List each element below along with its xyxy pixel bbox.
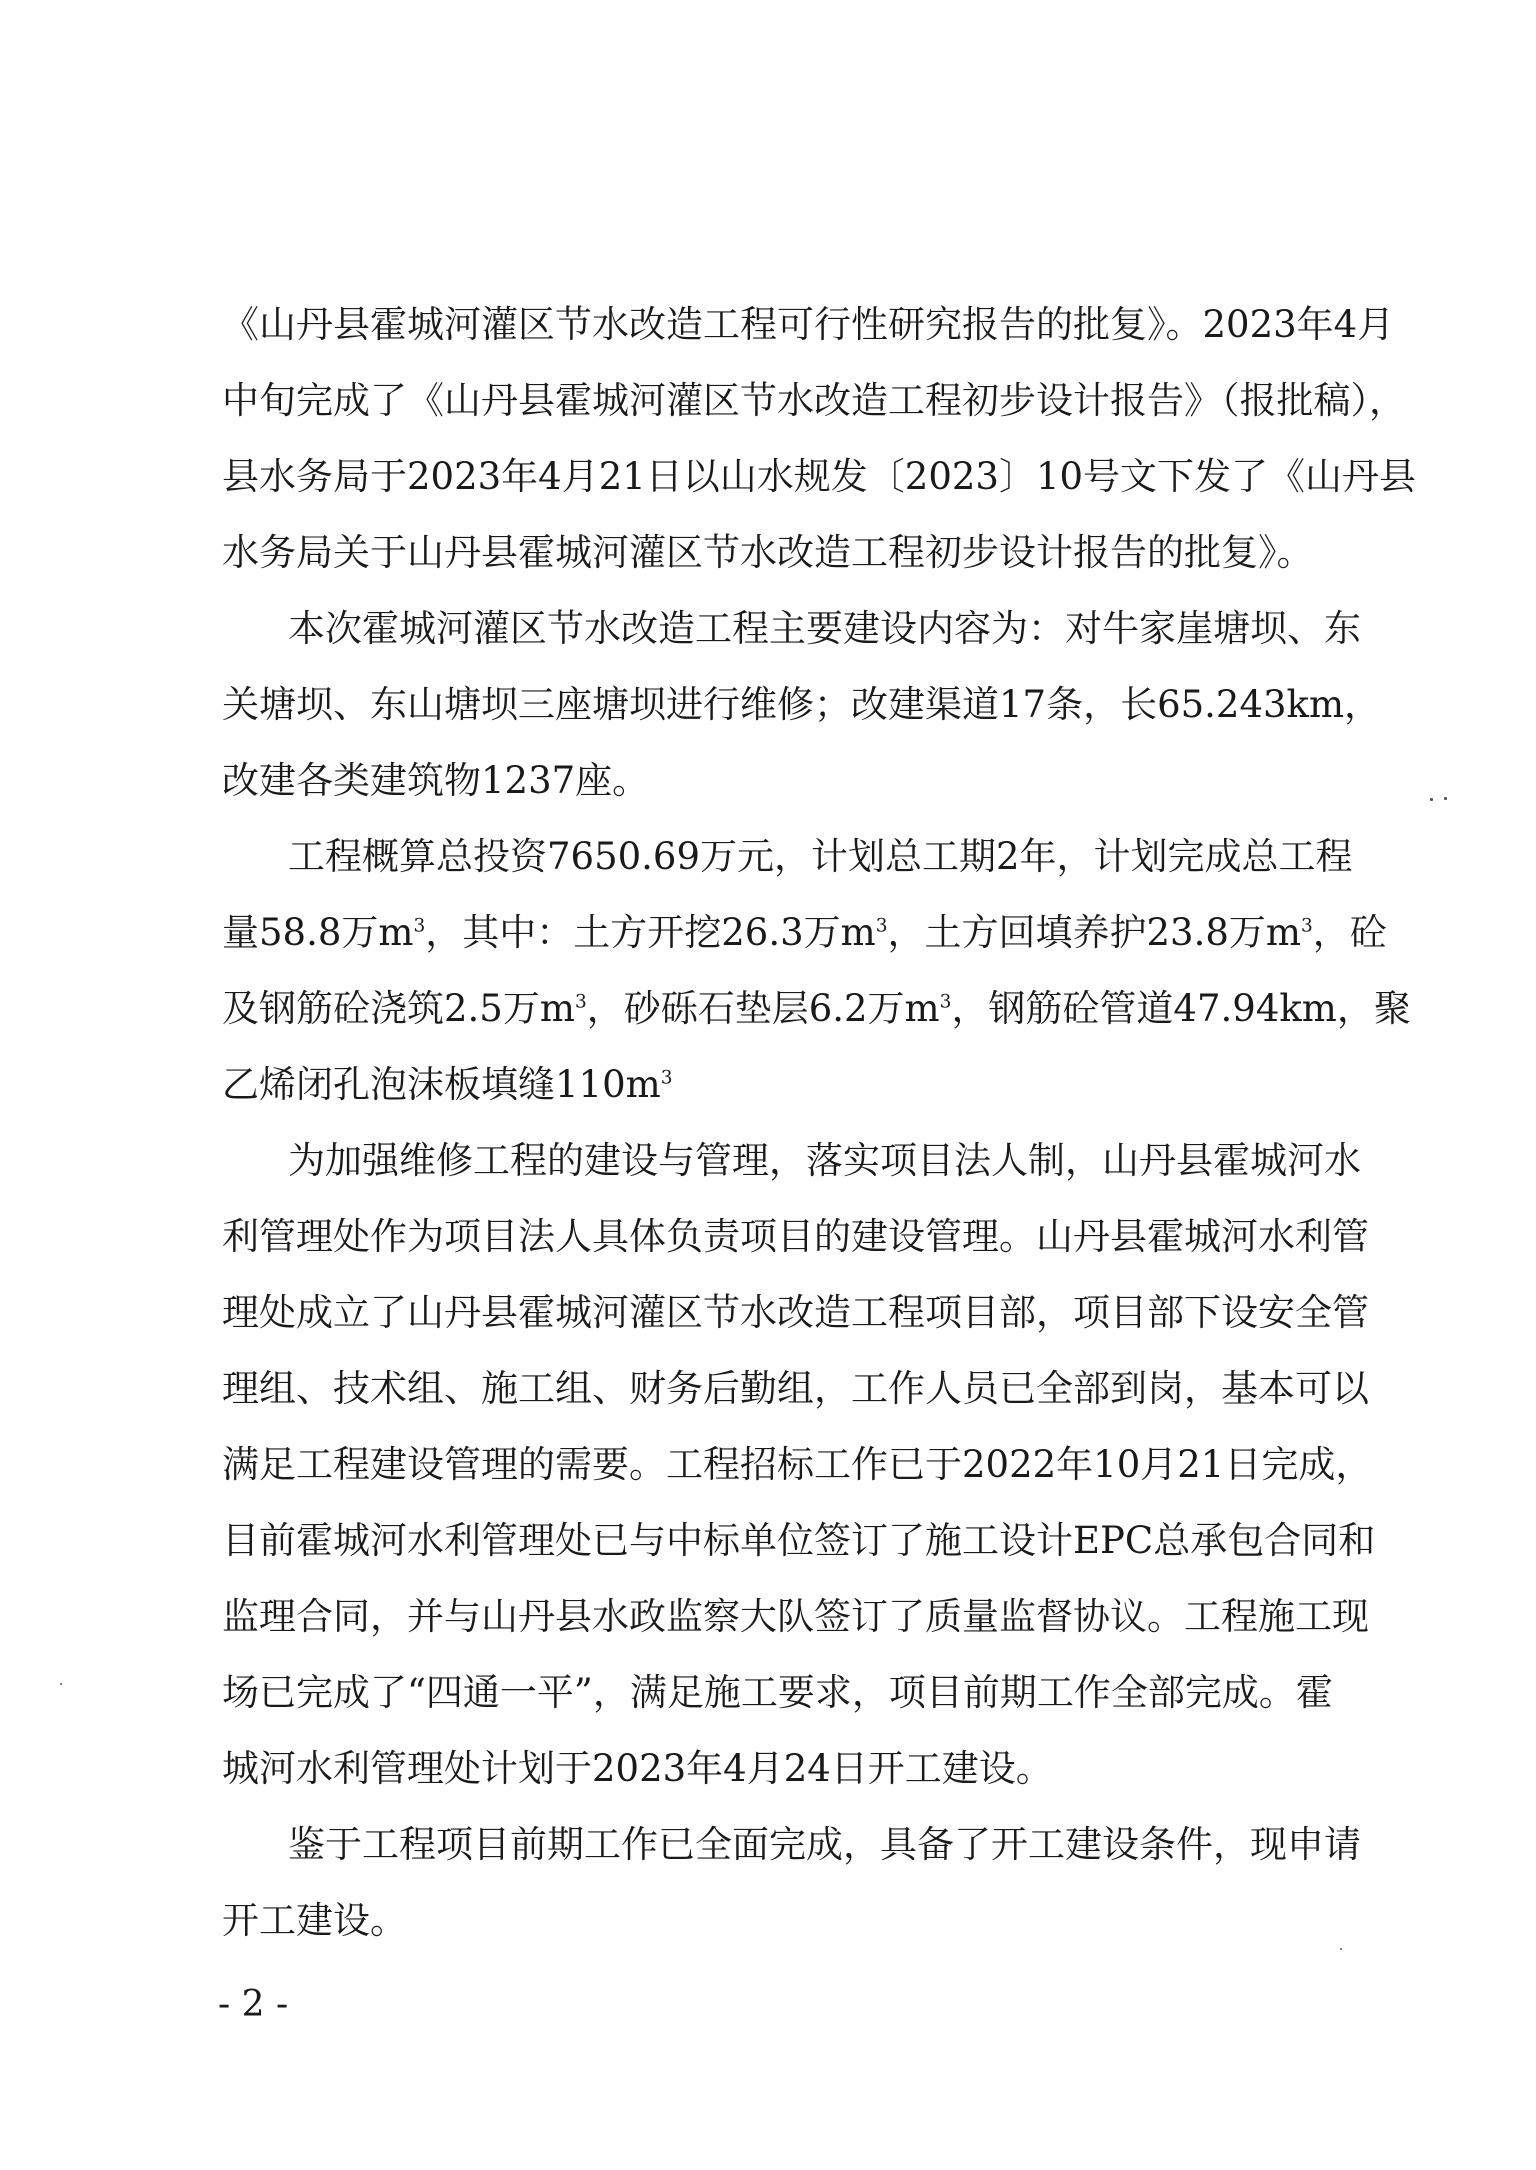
text-line: 场已完成了“四通一平”，满足施工要求，项目前期工作全部完成。霍 bbox=[222, 1671, 1333, 1714]
text-line: 理组、技术组、施工组、财务后勤组，工作人员已全部到岗，基本可以 bbox=[222, 1367, 1369, 1410]
text-line: 为加强维修工程的建设与管理，落实项目法人制，山丹县霍城河水 bbox=[288, 1139, 1361, 1182]
text-line: 开工建设。 bbox=[222, 1899, 407, 1942]
text-line: 改建各类建筑物1237座。 bbox=[222, 759, 650, 802]
text-line: 县水务局于2023年4月21日以山水规发〔2023〕10号文下发了《山丹县 bbox=[222, 455, 1417, 498]
text-line: 目前霍城河水利管理处已与中标单位签订了施工设计EPC总承包合同和 bbox=[222, 1519, 1376, 1562]
text-segment: ，其中：土方开挖26.3万m bbox=[425, 911, 876, 954]
text-line: 理处成立了山丹县霍城河灌区节水改造工程项目部，项目部下设安全管 bbox=[222, 1291, 1369, 1334]
superscript: 3 bbox=[574, 991, 587, 1013]
text-segment: 乙烯闭孔泡沫板填缝110m bbox=[222, 1063, 661, 1106]
superscript: 3 bbox=[939, 991, 952, 1013]
text-segment: ，钢筋砼管道47.94km，聚 bbox=[951, 987, 1411, 1030]
scan-speck bbox=[1430, 798, 1433, 801]
text-line: 本次霍城河灌区节水改造工程主要建设内容为：对牛家崖塘坝、东 bbox=[288, 607, 1361, 650]
text-line: 水务局关于山丹县霍城河灌区节水改造工程初步设计报告的批复》。 bbox=[222, 531, 1314, 574]
superscript: 3 bbox=[660, 1067, 673, 1089]
text-line: 监理合同，并与山丹县水政监察大队签订了质量监督协议。工程施工现 bbox=[222, 1595, 1369, 1638]
superscript: 3 bbox=[875, 915, 888, 937]
text-segment: ，土方回填养护23.8万m bbox=[887, 911, 1301, 954]
text-segment: ，砼 bbox=[1312, 911, 1387, 954]
scan-speck bbox=[60, 1683, 62, 1685]
scan-speck bbox=[1444, 797, 1447, 800]
page-number: - 2 - bbox=[218, 1984, 289, 2025]
text-line bbox=[222, 902, 1387, 964]
text-segment: 量58.8万m bbox=[222, 911, 414, 954]
text-line: 满足工程建设管理的需要。工程招标工作已于2022年10月21日完成， bbox=[222, 1443, 1373, 1486]
text-segment: ，砂砾石垫层6.2万m bbox=[586, 987, 940, 1030]
scan-speck bbox=[1340, 1948, 1342, 1950]
text-line: 关塘坝、东山塘坝三座塘坝进行维修；改建渠道17条，长65.243km， bbox=[222, 683, 1382, 726]
text-line: 工程概算总投资7650.69万元，计划总工期2年，计划完成总工程 bbox=[288, 835, 1353, 878]
text-line: 中旬完成了《山丹县霍城河灌区节水改造工程初步设计报告》（报批稿）， bbox=[222, 379, 1406, 422]
superscript: 3 bbox=[1300, 915, 1313, 937]
text-line bbox=[222, 978, 1411, 1040]
text-line: 《山丹县霍城河灌区节水改造工程可行性研究报告的批复》。2023年4月 bbox=[222, 303, 1395, 346]
text-line: 鉴于工程项目前期工作已全面完成，具备了开工建设条件，现申请 bbox=[288, 1823, 1361, 1866]
text-segment: 及钢筋砼浇筑2.5万m bbox=[222, 987, 575, 1030]
text-line: 利管理处作为项目法人具体负责项目的建设管理。山丹县霍城河水利管 bbox=[222, 1215, 1369, 1258]
superscript: 3 bbox=[413, 915, 426, 937]
text-line: 城河水利管理处计划于2023年4月24日开工建设。 bbox=[222, 1747, 1053, 1790]
text-line bbox=[222, 1054, 1322, 1116]
